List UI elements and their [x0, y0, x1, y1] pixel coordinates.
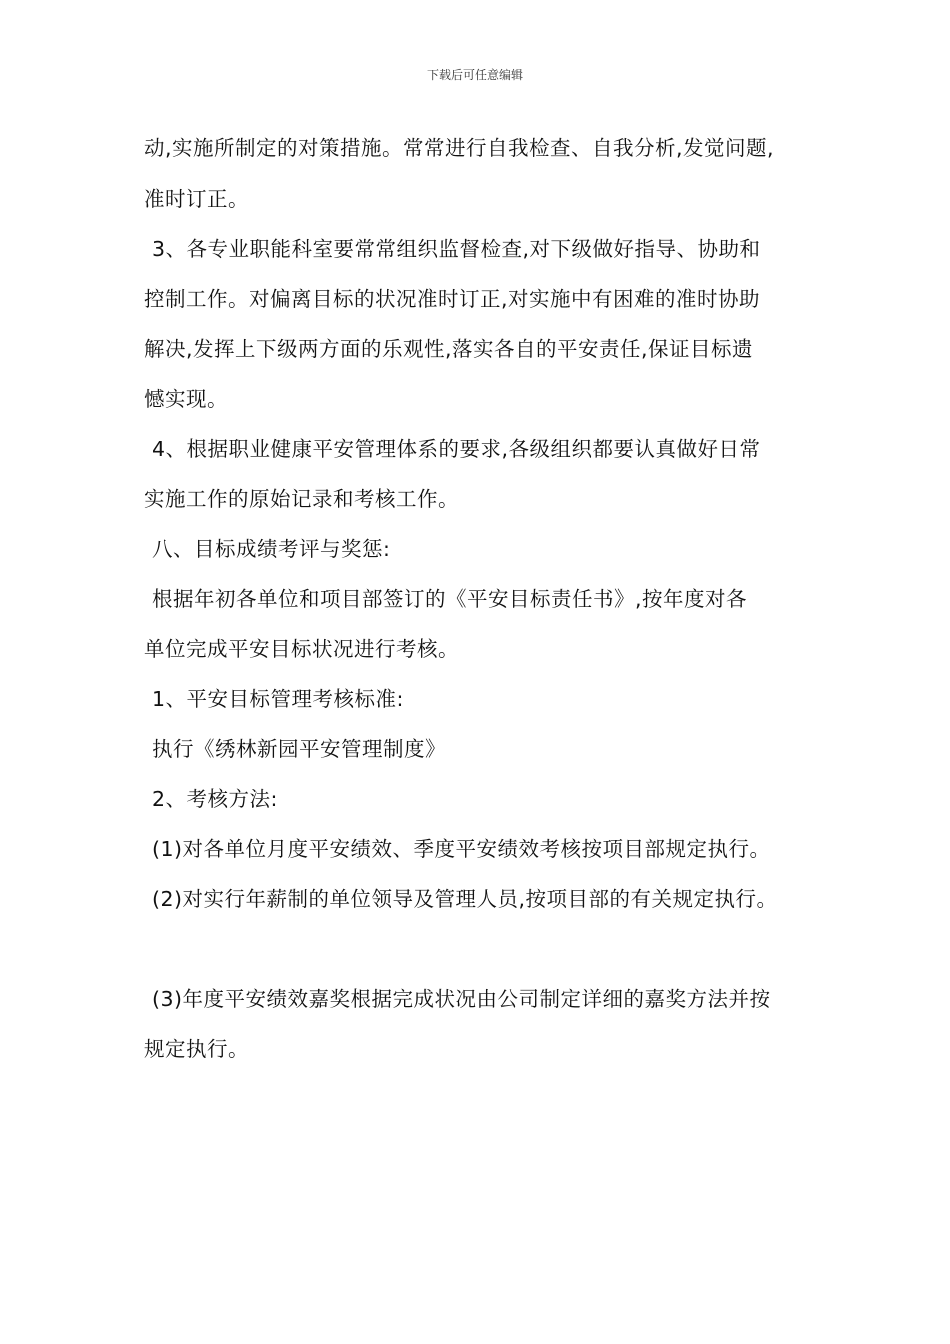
body-line-7: 4、根据职业健康平安管理体系的要求,各级组织都要认真做好日常 — [152, 437, 761, 461]
body-line-5: 解决,发挥上下级两方面的乐观性,落实各自的平安责任,保证目标遗 — [144, 337, 754, 361]
page-header: 下载后可任意编辑 — [426, 68, 523, 82]
body-line-2: 准时订正。 — [144, 187, 249, 211]
body-line-15: (1)对各单位月度平安绩效、季度平安绩效考核按项目部规定执行。 — [152, 837, 771, 861]
subsection-heading-1: 1、平安目标管理考核标准: — [152, 687, 404, 711]
subsection-heading-2: 2、考核方法: — [152, 787, 278, 811]
body-line-4: 控制工作。对偏离目标的状况准时订正,对实施中有困难的准时协助 — [144, 287, 761, 311]
body-line-6: 憾实现。 — [144, 387, 228, 411]
body-line-11: 单位完成平安目标状况进行考核。 — [144, 637, 459, 661]
body-line-10: 根据年初各单位和项目部签订的《平安目标责任书》,按年度对各 — [152, 587, 748, 611]
body-line-16: (2)对实行年薪制的单位领导及管理人员,按项目部的有关规定执行。 — [152, 887, 778, 911]
body-line-18: 规定执行。 — [144, 1037, 249, 1061]
section-heading: 八、目标成绩考评与奖惩: — [152, 537, 391, 561]
body-line-1: 动,实施所制定的对策措施。常常进行自我检查、自我分析,发觉问题, — [144, 136, 775, 160]
body-line-13: 执行《绣林新园平安管理制度》 — [152, 737, 446, 761]
body-line-3: 3、各专业职能科室要常常组织监督检查,对下级做好指导、协助和 — [152, 237, 761, 261]
body-line-8: 实施工作的原始记录和考核工作。 — [144, 487, 459, 511]
body-line-17: (3)年度平安绩效嘉奖根据完成状况由公司制定详细的嘉奖方法并按 — [152, 987, 771, 1011]
